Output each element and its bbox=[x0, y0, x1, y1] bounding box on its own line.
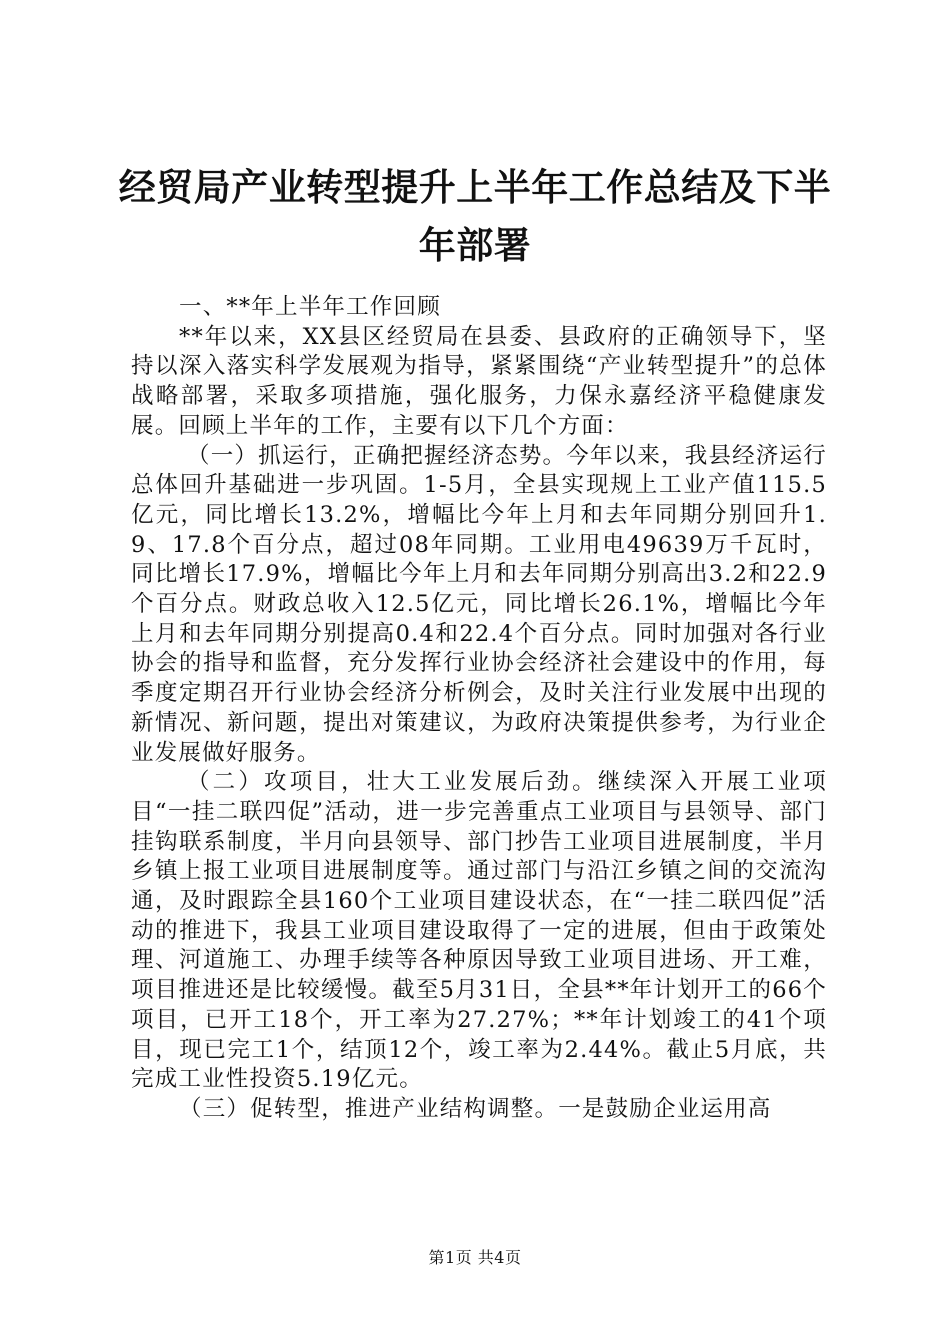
page-number-footer: 第1页 共4页 bbox=[428, 1248, 522, 1267]
paragraph-transformation: （三）促转型，推进产业结构调整。一是鼓励企业运用高 bbox=[179, 1095, 772, 1122]
paragraph-operations: （一）抓运行，正确把握经济态势。今年以来，我县经济运行总体回升基础进一步巩固。1-5月，全县实现规上工业产值115.5亿元，同比增长13.2%，增幅比今年上月和去年同期分别回升1.9、17.8个百分点，超过08年同期。工业用电49639万千瓦时，同比增长17.9%，增幅比今年上月和去年同期分别高出3.2和22.9个百分点。财政总收入12.5亿元，同比增长26.1%，增幅比今年上月和去年同期分别提高0.4和22.4个百分点。同时加强对各行业协会的指导和监督，充分发挥行业协会经济社会建设中的作用，每季度定期召开行业协会经济分析例会，及时关注行业发展中出现的新情况、新问题，提出对策建议，为政府决策提供参考，为行业企业发展做好服务。 bbox=[131, 442, 827, 766]
document-title: 经贸局产业转型提升上半年工作总结及下半年部署 bbox=[118, 165, 832, 267]
document-body bbox=[131, 293, 827, 1125]
intro-paragraph: **年以来，XX县区经贸局在县委、县政府的正确领导下，坚持以深入落实科学发展观为指导，紧紧围绕“产业转型提升”的总体战略部署，采取多项措施，强化服务，力保永嘉经济平稳健康发展。回顾上半年的工作，主要有以下几个方面： bbox=[131, 323, 827, 439]
paragraph-projects: （二）攻项目，壮大工业发展后劲。继续深入开展工业项目“一挂二联四促”活动，进一步完善重点工业项目与县领导、部门挂钩联系制度，半月向县领导、部门抄告工业项目进展制度，半月乡镇上报工业项目进展制度等。通过部门与沿江乡镇之间的交流沟通，及时跟踪全县160个工业项目建设状态，在“一挂二联四促”活动的推进下，我县工业项目建设取得了一定的进展，但由于政策处理、河道施工、办理手续等各种原因导致工业项目进场、开工难，项目推进还是比较缓慢。截至5月31日，全县**年计划开工的66个项目，已开工18个，开工率为27.27%；**年计划竣工的41个项目，现已完工1个，结顶12个，竣工率为2.44%。截止5月底，共完成工业性投资5.19亿元。 bbox=[131, 769, 827, 1093]
section-heading: 一、**年上半年工作回顾 bbox=[179, 294, 441, 320]
